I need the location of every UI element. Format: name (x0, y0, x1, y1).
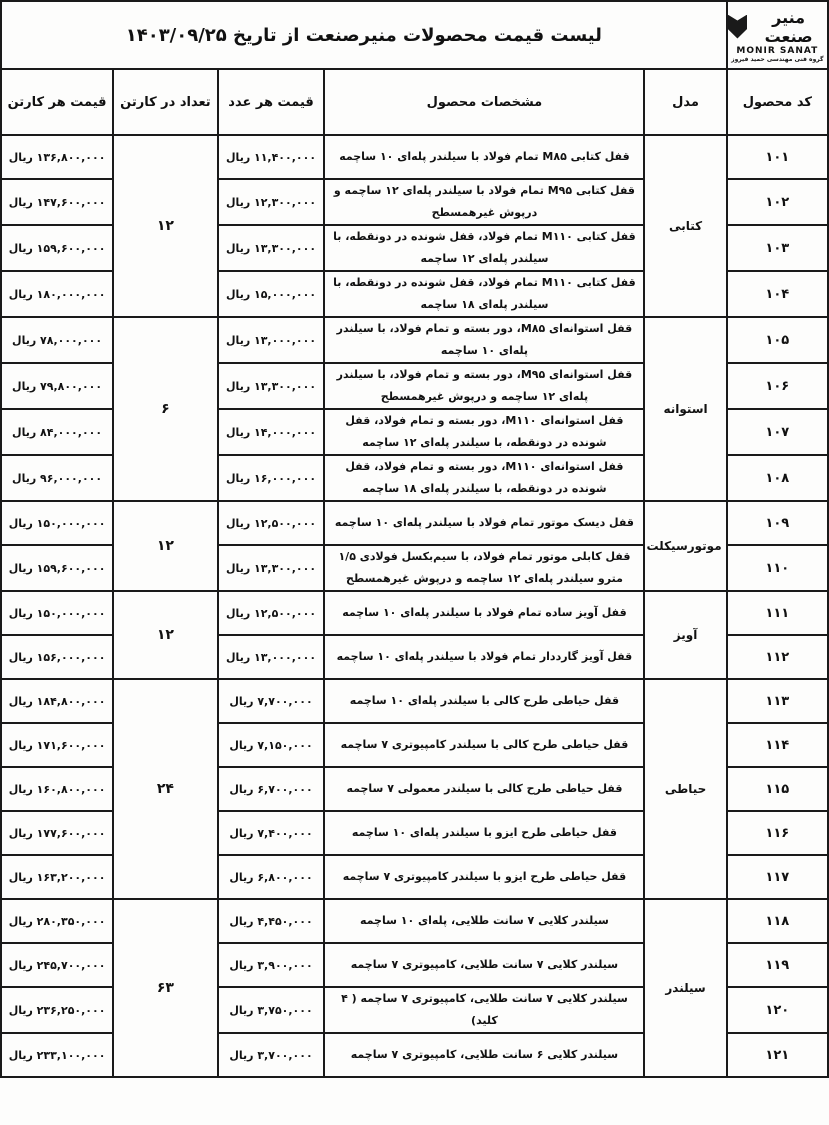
carton-price: ۱۵۹,۶۰۰,۰۰۰ ریال (1, 545, 113, 591)
shield-chevron-icon (728, 15, 748, 39)
unit-price: ۱۳,۳۰۰,۰۰۰ ریال (218, 545, 325, 591)
unit-price: ۱۳,۳۰۰,۰۰۰ ریال (218, 225, 325, 271)
unit-price: ۱۴,۰۰۰,۰۰۰ ریال (218, 409, 325, 455)
unit-price: ۴,۴۵۰,۰۰۰ ریال (218, 899, 325, 943)
product-code: ۱۰۴ (727, 271, 828, 317)
unit-price: ۶,۷۰۰,۰۰۰ ریال (218, 767, 325, 811)
product-code: ۱۰۷ (727, 409, 828, 455)
col-header-model: مدل (644, 69, 726, 135)
product-model: موتورسیکلت (644, 501, 726, 591)
product-model: سیلندر (644, 899, 726, 1077)
unit-price: ۱۵,۰۰۰,۰۰۰ ریال (218, 271, 325, 317)
unit-price: ۱۳,۰۰۰,۰۰۰ ریال (218, 635, 325, 679)
carton-price: ۱۸۰,۰۰۰,۰۰۰ ریال (1, 271, 113, 317)
carton-quantity: ۱۲ (113, 501, 218, 591)
unit-price: ۱۲,۵۰۰,۰۰۰ ریال (218, 591, 325, 635)
col-header-description: مشخصات محصول (324, 69, 644, 135)
page-title: لیست قیمت محصولات منیرصنعت از تاریخ ۱۴۰۳/۰۹/۲۵ (1, 1, 727, 69)
unit-price: ۱۳,۳۰۰,۰۰۰ ریال (218, 363, 325, 409)
unit-price: ۱۶,۰۰۰,۰۰۰ ریال (218, 455, 325, 501)
product-description: قفل حیاطی طرح کالی با سیلندر معمولی ۷ ساچمه (324, 767, 644, 811)
product-description: سیلندر کلایی ۷ سانت طلایی، پله‌ای ۱۰ ساچمه (324, 899, 644, 943)
col-header-code: کد محصول (727, 69, 828, 135)
carton-price: ۲۸۰,۳۵۰,۰۰۰ ریال (1, 899, 113, 943)
carton-price: ۱۵۹,۶۰۰,۰۰۰ ریال (1, 225, 113, 271)
carton-price: ۷۹,۸۰۰,۰۰۰ ریال (1, 363, 113, 409)
table-row (1, 899, 828, 943)
carton-price: ۱۳۶,۸۰۰,۰۰۰ ریال (1, 135, 113, 179)
product-code: ۱۱۷ (727, 855, 828, 899)
carton-quantity: ۱۲ (113, 135, 218, 317)
product-code: ۱۱۴ (727, 723, 828, 767)
product-description: قفل حیاطی طرح کالی با سیلندر پله‌ای ۱۰ ساچمه (324, 679, 644, 723)
carton-price: ۱۵۶,۰۰۰,۰۰۰ ریال (1, 635, 113, 679)
logo-fa-name: منیر صنعت (764, 7, 813, 46)
carton-quantity: ۲۴ (113, 679, 218, 899)
table-row (1, 679, 828, 723)
product-description: قفل کتابی M۱۱۰ تمام فولاد، قفل شونده در دونقطه، با سیلندر پله‌ای ۱۲ ساچمه (324, 225, 644, 271)
carton-price: ۱۶۰,۸۰۰,۰۰۰ ریال (1, 767, 113, 811)
carton-price: ۸۴,۰۰۰,۰۰۰ ریال (1, 409, 113, 455)
product-code: ۱۱۸ (727, 899, 828, 943)
product-description: قفل کتابی M۹۵ تمام فولاد با سیلندر پله‌ای ۱۲ ساچمه و درپوش غیرهمسطح (324, 179, 644, 225)
carton-price: ۱۷۷,۶۰۰,۰۰۰ ریال (1, 811, 113, 855)
product-code: ۱۰۵ (727, 317, 828, 363)
product-description: قفل دیسک موتور تمام فولاد با سیلندر پله‌ای ۱۰ ساچمه (324, 501, 644, 545)
product-code: ۱۰۱ (727, 135, 828, 179)
header-row (1, 1, 828, 69)
product-description: قفل کتابی M۸۵ تمام فولاد با سیلندر پله‌ای ۱۰ ساچمه (324, 135, 644, 179)
column-header-row (1, 69, 828, 135)
carton-price: ۷۸,۰۰۰,۰۰۰ ریال (1, 317, 113, 363)
table-row (1, 501, 828, 545)
unit-price: ۱۱,۴۰۰,۰۰۰ ریال (218, 135, 325, 179)
logo-en-name: MONIR SANAT (736, 45, 819, 56)
unit-price: ۳,۷۵۰,۰۰۰ ریال (218, 987, 325, 1033)
product-description: قفل آویز گارددار تمام فولاد با سیلندر پله‌ای ۱۰ ساچمه (324, 635, 644, 679)
product-code: ۱۰۶ (727, 363, 828, 409)
col-header-unit-price: قیمت هر عدد (218, 69, 325, 135)
unit-price: ۳,۹۰۰,۰۰۰ ریال (218, 943, 325, 987)
product-code: ۱۱۲ (727, 635, 828, 679)
product-description: سیلندر کلایی ۷ سانت طلایی، کامپیوتری ۷ ساچمه (324, 943, 644, 987)
carton-price: ۲۴۵,۷۰۰,۰۰۰ ریال (1, 943, 113, 987)
carton-price: ۱۸۴,۸۰۰,۰۰۰ ریال (1, 679, 113, 723)
product-model: آویز (644, 591, 726, 679)
product-description: سیلندر کلایی ۶ سانت طلایی، کامپیوتری ۷ ساچمه (324, 1033, 644, 1077)
product-description: قفل استوانه‌ای M۹۵، دور بسته و تمام فولاد، با سیلندر پله‌ای ۱۲ ساچمه و درپوش غیرهمسطح (324, 363, 644, 409)
carton-quantity: ۱۲ (113, 591, 218, 679)
product-description: سیلندر کلایی ۷ سانت طلایی، کامپیوتری ۷ ساچمه ( ۴ کلید) (324, 987, 644, 1033)
carton-price: ۹۶,۰۰۰,۰۰۰ ریال (1, 455, 113, 501)
product-description: قفل استوانه‌ای M۱۱۰، دور بسته و تمام فولاد، قفل شونده در دونقطه، با سیلندر پله‌ای ۱۲ ساچمه (324, 409, 644, 455)
product-code: ۱۱۰ (727, 545, 828, 591)
carton-quantity: ۶۳ (113, 899, 218, 1077)
product-description: قفل استوانه‌ای M۱۱۰، دور بسته و تمام فولاد، قفل شونده در دونقطه، با سیلندر پله‌ای ۱۸ ساچمه (324, 455, 644, 501)
carton-price: ۱۵۰,۰۰۰,۰۰۰ ریال (1, 501, 113, 545)
product-code: ۱۲۰ (727, 987, 828, 1033)
unit-price: ۷,۴۰۰,۰۰۰ ریال (218, 811, 325, 855)
product-code: ۱۰۹ (727, 501, 828, 545)
carton-price: ۲۳۶,۲۵۰,۰۰۰ ریال (1, 987, 113, 1033)
carton-price: ۱۷۱,۶۰۰,۰۰۰ ریال (1, 723, 113, 767)
product-description: قفل حیاطی طرح ایزو با سیلندر پله‌ای ۱۰ ساچمه (324, 811, 644, 855)
unit-price: ۳,۷۰۰,۰۰۰ ریال (218, 1033, 325, 1077)
unit-price: ۱۲,۵۰۰,۰۰۰ ریال (218, 501, 325, 545)
product-code: ۱۱۶ (727, 811, 828, 855)
unit-price: ۷,۱۵۰,۰۰۰ ریال (218, 723, 325, 767)
carton-quantity: ۶ (113, 317, 218, 501)
product-model: کتابی (644, 135, 726, 317)
product-description: قفل کتابی M۱۱۰ تمام فولاد، قفل شونده در دونقطه، با سیلندر پله‌ای ۱۸ ساچمه (324, 271, 644, 317)
product-code: ۱۲۱ (727, 1033, 828, 1077)
logo-cell (727, 1, 828, 69)
table-row (1, 135, 828, 179)
carton-price: ۱۶۳,۲۰۰,۰۰۰ ریال (1, 855, 113, 899)
unit-price: ۷,۷۰۰,۰۰۰ ریال (218, 679, 325, 723)
unit-price: ۱۳,۰۰۰,۰۰۰ ریال (218, 317, 325, 363)
carton-price: ۱۵۰,۰۰۰,۰۰۰ ریال (1, 591, 113, 635)
product-code: ۱۱۹ (727, 943, 828, 987)
unit-price: ۶,۸۰۰,۰۰۰ ریال (218, 855, 325, 899)
product-model: استوانه (644, 317, 726, 501)
carton-price: ۱۴۷,۶۰۰,۰۰۰ ریال (1, 179, 113, 225)
product-code: ۱۰۲ (727, 179, 828, 225)
unit-price: ۱۲,۳۰۰,۰۰۰ ریال (218, 179, 325, 225)
table-row (1, 317, 828, 363)
col-header-carton-price: قیمت هر کارتن (1, 69, 113, 135)
product-code: ۱۱۳ (727, 679, 828, 723)
product-model: حیاطی (644, 679, 726, 899)
logo-subtitle: گروه فنی مهندسی حمید فیروز (731, 55, 824, 63)
product-description: قفل استوانه‌ای M۸۵، دور بسته و تمام فولاد، با سیلندر پله‌ای ۱۰ ساچمه (324, 317, 644, 363)
product-code: ۱۱۱ (727, 591, 828, 635)
col-header-carton-qty: تعداد در کارتن (113, 69, 218, 135)
product-description: قفل کابلی موتور تمام فولاد، با سیم‌بکسل فولادی ۱/۵ مترو سیلندر پله‌ای ۱۲ ساچمه و درپوش غیرهمسطح (324, 545, 644, 591)
company-logo (728, 2, 827, 68)
carton-price: ۲۳۳,۱۰۰,۰۰۰ ریال (1, 1033, 113, 1077)
product-description: قفل حیاطی طرح ایزو با سیلندر کامپیوتری ۷ ساچمه (324, 855, 644, 899)
product-code: ۱۱۵ (727, 767, 828, 811)
product-description: قفل آویز ساده تمام فولاد با سیلندر پله‌ای ۱۰ ساچمه (324, 591, 644, 635)
product-code: ۱۰۳ (727, 225, 828, 271)
product-code: ۱۰۸ (727, 455, 828, 501)
product-description: قفل حیاطی طرح کالی با سیلندر کامپیوتری ۷ ساچمه (324, 723, 644, 767)
table-row (1, 591, 828, 635)
